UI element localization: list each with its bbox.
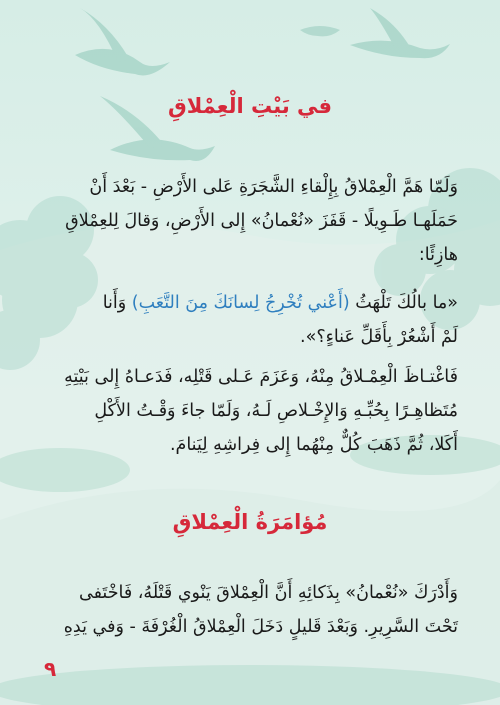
paragraph-2-line-2: لَمْ أَشْعُرْ بِأَقَلِّ عَناءٍ؟». [300, 327, 458, 347]
quote-end: وَأَنا [102, 293, 132, 313]
paragraph-1 [42, 170, 458, 272]
paragraph-4-line-1: وَأَدْرَكَ «نُعْمانُ» بِذَكائِهِ أَنَّ الْعِمْلاقَ يَنْوي قَتْلَهُ، فَاخْتَفى [78, 583, 458, 603]
paragraph-2 [42, 286, 458, 354]
paragraph-1-line-2: حَمَلَهـا طَـوِيلًا - قَفَزَ «نُعْمانُ» إِلى الأَرْضِ، وَقالَ لِلعِمْلاقِ [65, 211, 458, 231]
section-title-giants-house: في بَيْتِ الْعِمْلاقِ [167, 94, 333, 118]
paragraph-3-line-3: أَكَلا، ثُمَّ ذَهَبَ كُلٌّ مِنْهُما إِلى فِراشِهِ لِيَنامَ. [169, 435, 458, 455]
paragraph-1-line-3: هازِئًا: [418, 245, 458, 265]
quote-start: «ما بالُكَ تَلْهَثُ [349, 293, 458, 313]
paragraph-3 [42, 360, 458, 462]
paragraph-3-line-1: فَاغْتـاظَ الْعِمْـلاقُ مِنْهُ، وَعَزَمَ عَـلى قَتْلِه، فَدَعـاهُ إِلى بَيْتِهِ [64, 367, 458, 387]
page-number: ٩ [44, 657, 57, 681]
section-title-giants-conspiracy: مُؤامَرَةُ الْعِمْلاقِ [172, 510, 328, 534]
paragraph-3-line-2: مُتَظاهِـرًا بِحُبِّـهِ وَالإِخْـلاصِ لَـهُ، وَلَمّا جاءَ وَقْـتُ الأَكْلِ [94, 401, 458, 421]
explanation-highlight: (أَعْني تُخْرِجُ لِسانَكَ مِنَ التَّعَبِ) [131, 293, 350, 313]
paragraph-4 [42, 576, 458, 644]
paragraph-2-line-1 [42, 286, 458, 320]
paragraph-4-line-2: تَحْتَ السَّرِيرِ. وَبَعْدَ قَليلٍ دَخَلَ الْعِمْلاقُ الْغُرْفَةَ - وَفي يَدِهِ [63, 617, 458, 637]
paragraph-1-line-1: وَلَمّا هَمَّ الْعِمْلاقُ بِإِلْقاءِ الشَّجَرَةِ عَلى الأَرْضِ - بَعْدَ أَنْ [89, 177, 458, 197]
